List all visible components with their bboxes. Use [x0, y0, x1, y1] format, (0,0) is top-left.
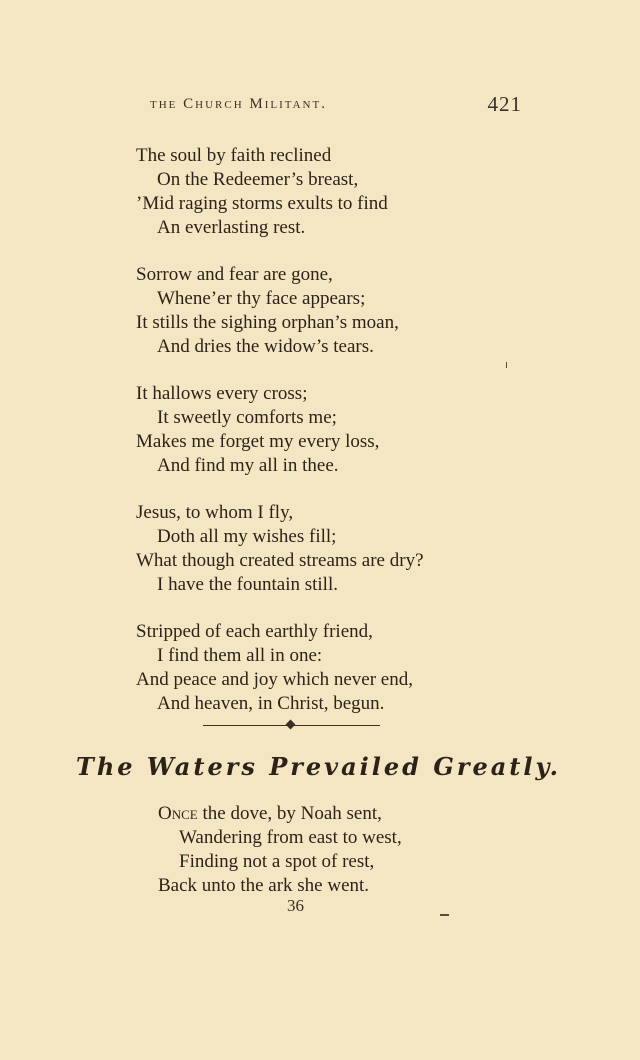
drop-word: Once	[158, 803, 198, 824]
ink-speck	[506, 362, 507, 368]
verse-line: It hallows every cross;	[136, 383, 308, 404]
verse-line: I find them all in one:	[157, 645, 323, 666]
verse-line	[158, 802, 558, 826]
stanza	[136, 263, 556, 359]
verse-line: And dries the widow’s tears.	[157, 336, 374, 357]
verse-line: An everlasting rest.	[157, 217, 306, 238]
stanza	[136, 144, 556, 240]
ink-speck	[440, 914, 449, 916]
verse-line: And find my all in thee.	[157, 455, 339, 476]
verse-line: And heaven, in Christ, begun.	[157, 693, 385, 714]
verse-line: Finding not a spot of rest,	[179, 851, 375, 872]
stanza	[136, 501, 556, 597]
verse-line: I have the fountain still.	[157, 574, 338, 595]
verse-line: What though created streams are dry?	[136, 550, 424, 571]
verse-line: On the Redeemer’s breast,	[157, 169, 359, 190]
verse-line: ’Mid raging storms exults to find	[136, 193, 388, 214]
verse-line: Doth all my wishes fill;	[157, 526, 337, 547]
verse-line: Makes me forget my every loss,	[136, 431, 380, 452]
verse-line: It sweetly comforts me;	[157, 407, 337, 428]
verse-line-rest: the dove, by Noah sent,	[197, 803, 382, 824]
stanza	[136, 382, 556, 478]
signature-mark: 36	[287, 896, 304, 915]
verse-line: Wandering from east to west,	[179, 827, 402, 848]
verse-line: Jesus, to whom I fly,	[136, 502, 294, 523]
running-head-title: the Church Militant.	[150, 96, 327, 112]
verse-line: Sorrow and fear are gone,	[136, 264, 333, 285]
verse-line: Whene’er thy face appears;	[157, 288, 366, 309]
running-head	[150, 92, 522, 116]
hymn-text	[136, 144, 556, 739]
verse-line: It stills the sighing orphan’s moan,	[136, 312, 399, 333]
verse-line: Stripped of each earthly friend,	[136, 621, 373, 642]
next-hymn-text	[158, 802, 558, 898]
stanza	[136, 620, 556, 716]
page-number: 421	[487, 92, 522, 116]
verse-line: Back unto the ark she went.	[158, 875, 370, 896]
verse-line: And peace and joy which never end,	[136, 669, 413, 690]
hymn-title: The Waters Prevailed Greatly.	[76, 752, 562, 781]
verse-line: The soul by faith reclined	[136, 145, 332, 166]
